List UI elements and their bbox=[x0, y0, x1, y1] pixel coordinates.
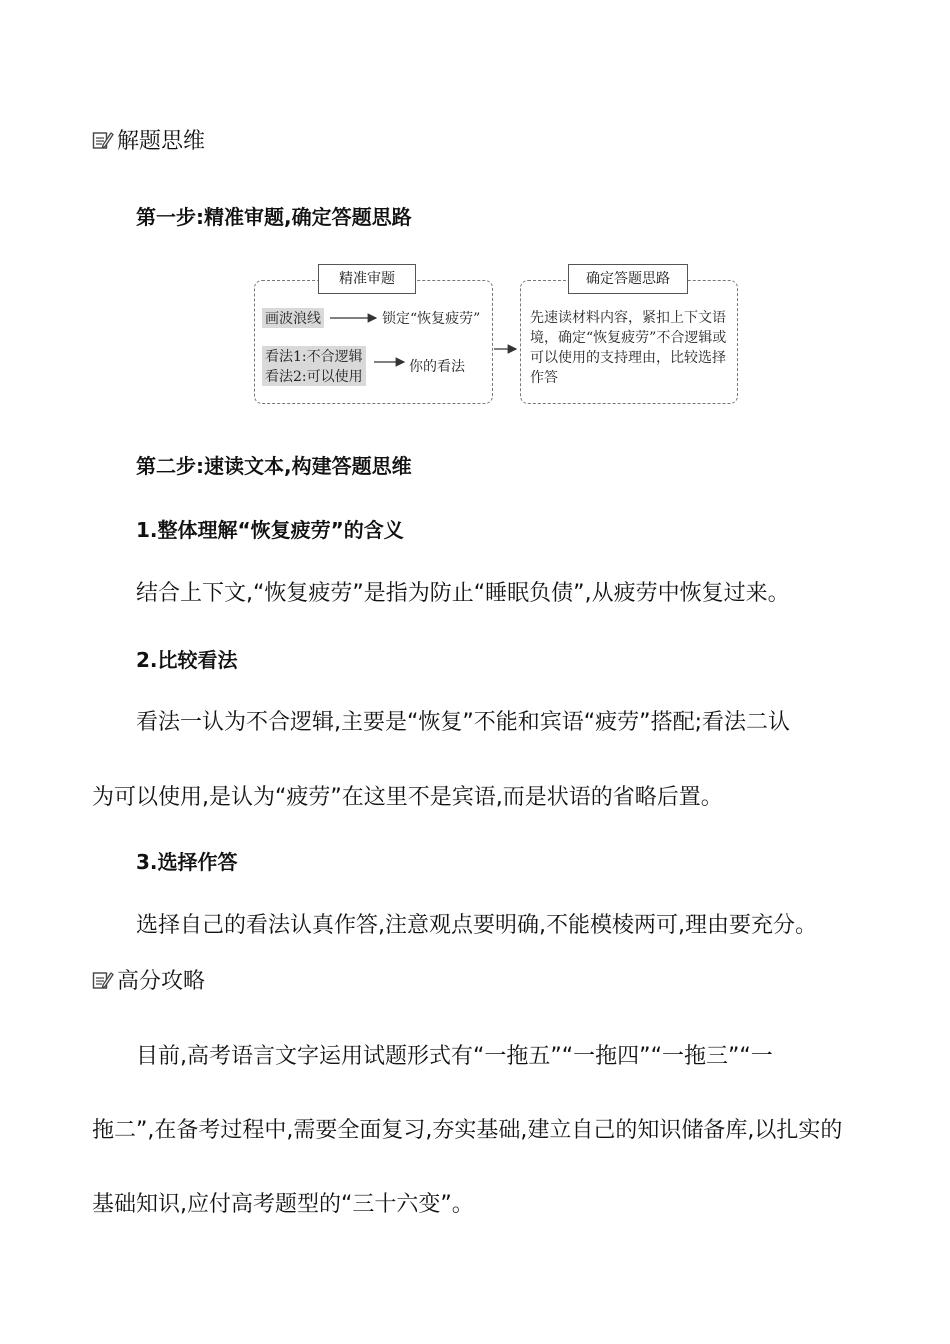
point3-text: 选择自己的看法认真作答,注意观点要明确,不能模棱两可,理由要充分。 bbox=[136, 913, 817, 938]
point3-title: 3.选择作答 bbox=[136, 850, 238, 874]
strategy-line2: 拖二”,在备考过程中,需要全面复习,夯实基础,建立自己的知识储备库,以扎实的 bbox=[92, 1118, 843, 1143]
strategy-line3: 基础知识,应付高考题型的“三十六变”。 bbox=[92, 1192, 474, 1217]
section-title: 高分攻略 bbox=[117, 969, 206, 994]
view2-label: 看法2:可以使用 bbox=[262, 366, 366, 386]
point1-title: 1.整体理解“恢复疲劳”的含义 bbox=[136, 518, 404, 542]
step1-heading: 第一步:精准审题,确定答题思路 bbox=[136, 205, 412, 229]
notepad-pencil-icon bbox=[92, 130, 114, 150]
right-panel-text: 先速读材料内容，紧扣上下文语境，确定“恢复疲劳”不合逻辑或可以使用的支持理由，比较选择作答 bbox=[530, 310, 727, 386]
point2-title: 2.比较看法 bbox=[136, 648, 238, 672]
section-title: 解题思维 bbox=[117, 129, 206, 154]
flow-diagram bbox=[252, 262, 742, 410]
view1-label: 看法1:不合逻辑 bbox=[262, 346, 366, 366]
strategy-line1: 目前,高考语言文字运用试题形式有“一拖五”“一拖四”“一拖三”“一 bbox=[136, 1044, 773, 1069]
notepad-pencil-icon bbox=[92, 970, 114, 990]
lock-phrase-label: 锁定“恢复疲劳” bbox=[382, 311, 481, 327]
mark-wave-label: 画波浪线 bbox=[262, 308, 324, 328]
section-heading-thinking bbox=[92, 124, 205, 155]
diagram-arrows bbox=[252, 262, 742, 410]
your-view-label: 你的看法 bbox=[409, 359, 465, 375]
point2-text-line2: 为可以使用,是认为“疲劳”在这里不是宾语,而是状语的省略后置。 bbox=[92, 785, 723, 810]
left-panel-title: 精准审题 bbox=[318, 264, 416, 294]
right-panel-title: 确定答题思路 bbox=[568, 264, 688, 294]
step2-heading: 第二步:速读文本,构建答题思维 bbox=[136, 454, 412, 478]
point2-text-line1: 看法一认为不合逻辑,主要是“恢复”不能和宾语“疲劳”搭配;看法二认 bbox=[136, 710, 790, 735]
section-heading-strategy bbox=[92, 964, 205, 995]
point1-text: 结合上下文,“恢复疲劳”是指为防止“睡眠负债”,从疲劳中恢复过来。 bbox=[136, 581, 790, 606]
